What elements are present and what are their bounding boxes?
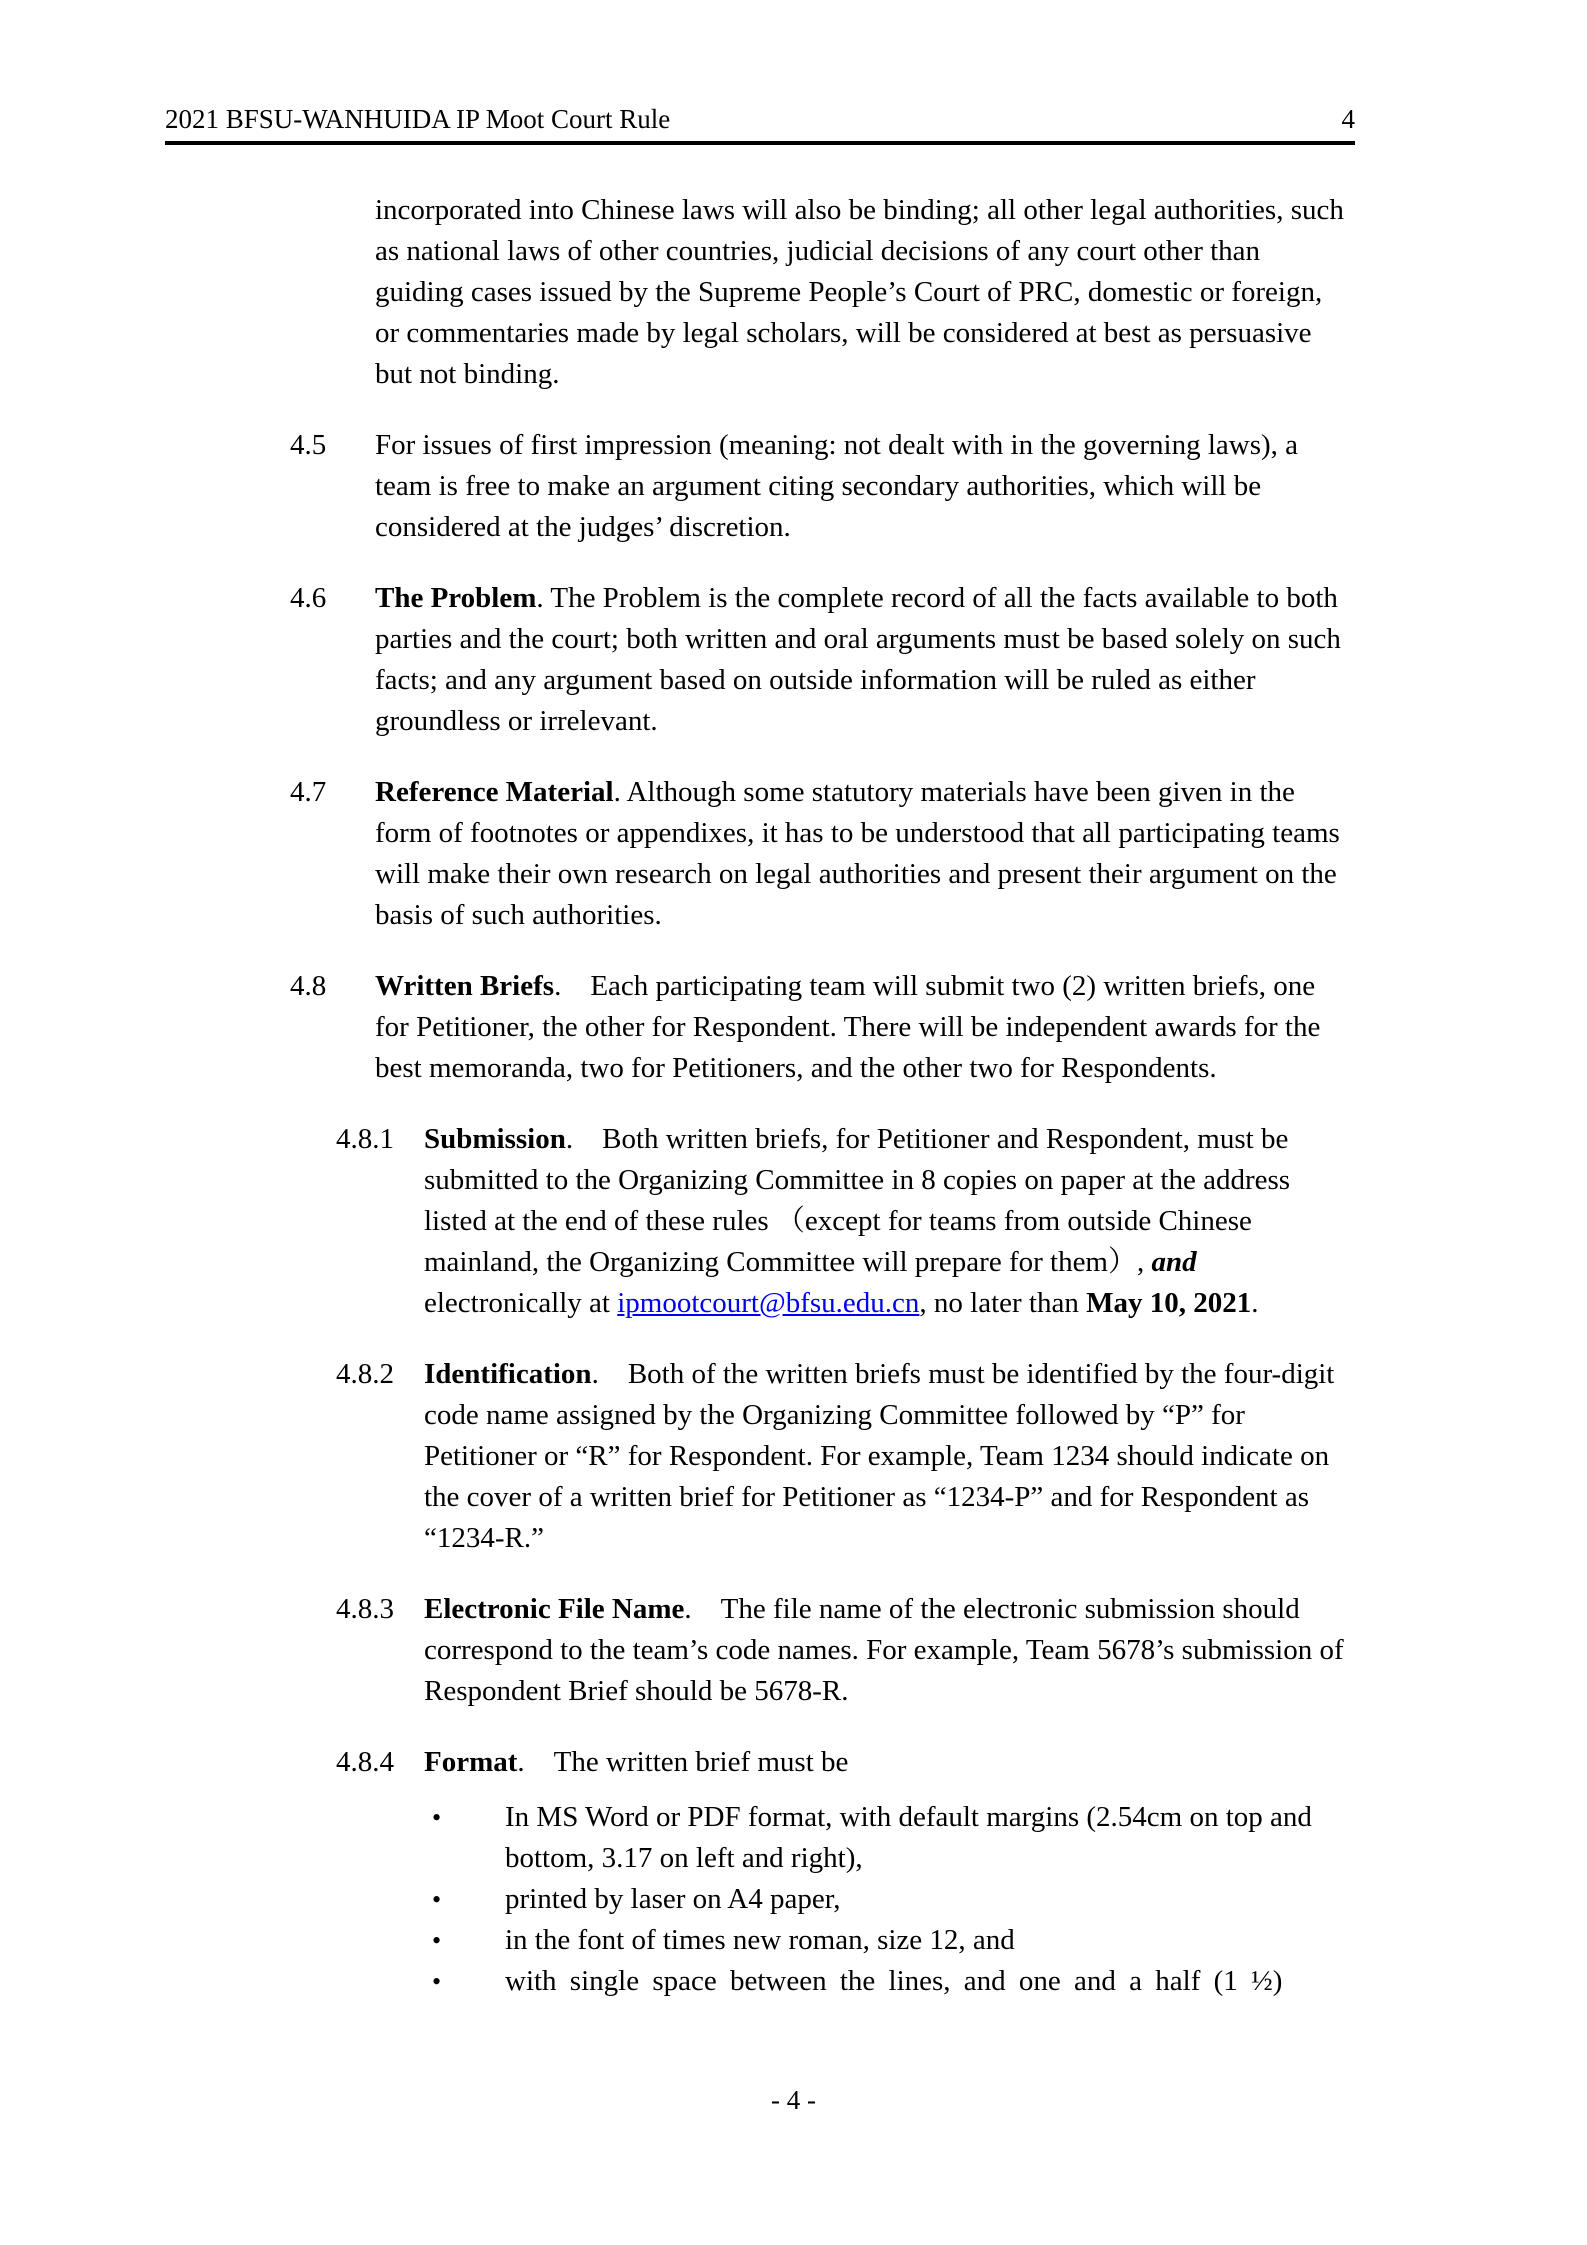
emphasis-and: and [1151, 1246, 1197, 1278]
header-page-number: 4 [1341, 104, 1355, 134]
subsection-text: . The file name of the electronic submission should correspond to the team’s code names. For example, Team 5678’s submission of Respondent Brief should be 5678-R. [424, 1593, 1344, 1707]
section-body [375, 578, 1350, 742]
bullet-icon: • [432, 1926, 442, 1955]
subsection-4-8-4 [336, 1742, 1350, 1783]
bullet-item [430, 1961, 1350, 2002]
section-4-8 [290, 966, 1350, 1089]
header-title: 2021 BFSU-WANHUIDA IP Moot Court Rule [165, 104, 671, 134]
section-heading: Reference Material [375, 776, 614, 808]
subsection-number: 4.8.1 [336, 1123, 394, 1155]
section-body [375, 966, 1350, 1089]
section-4-6 [290, 578, 1350, 742]
bullet-icon: • [432, 1803, 442, 1832]
bullet-text: In MS Word or PDF format, with default margins (2.54cm on top and bottom, 3.17 on left and right), [505, 1801, 1312, 1874]
subsection-text: . The written brief must be [517, 1746, 849, 1778]
subsection-text: , no later than [919, 1287, 1087, 1319]
section-number: 4.7 [290, 776, 327, 808]
section-number: 4.8 [290, 970, 327, 1002]
subsection-number: 4.8.4 [336, 1746, 394, 1778]
subsection-number: 4.8.3 [336, 1593, 394, 1625]
bullet-text: with single space between the lines, and one and a half (1 ½) [505, 1965, 1283, 1997]
intro-paragraph: incorporated into Chinese laws will also be binding; all other legal authorities, such as national laws of other countries, judicial decisions of any court other than guiding cases issued by the Supreme People’s Court of PRC, domestic or foreign, or commentaries made by legal scholars, will be considered at best as persuasive but not binding. [375, 194, 1344, 390]
subsection-4-8-3 [336, 1589, 1350, 1712]
bullet-item [430, 1879, 1350, 1920]
deadline-date: May 10, 2021 [1086, 1287, 1252, 1319]
subsection-body [424, 1742, 1350, 1783]
bullet-icon: • [432, 1967, 442, 1996]
section-heading: Written Briefs [375, 970, 555, 1002]
subsection-heading: Submission [424, 1123, 566, 1155]
section-body [375, 425, 1350, 548]
section-text: . Each participating team will submit two (2) written briefs, one for Petitioner, the other for Respondent. There will be independent awards for the best memoranda, two for Petitioners, and the other two for Respondents. [375, 970, 1321, 1084]
section-text: . The Problem is the complete record of all the facts available to both parties and the court; both written and oral arguments must be based solely on such facts; and any argument based on outside information will be ruled as either groundless or irrelevant. [375, 582, 1341, 737]
bullet-item [430, 1797, 1350, 1879]
subsection-heading: Format [424, 1746, 518, 1778]
subsection-heading: Electronic File Name [424, 1593, 685, 1625]
subsection-body [424, 1589, 1350, 1712]
bullet-text: printed by laser on A4 paper, [505, 1883, 841, 1915]
subsection-text: electronically at [424, 1287, 618, 1319]
subsection-body [424, 1354, 1350, 1559]
page-footer [0, 2080, 1587, 2121]
section-4-5 [290, 425, 1350, 548]
email-link[interactable]: ipmootcourt@bfsu.edu.cn [617, 1287, 920, 1319]
subsection-4-8-1 [336, 1119, 1350, 1324]
bullet-text: in the font of times new roman, size 12, and [505, 1924, 1015, 1956]
subsection-heading: Identification [424, 1358, 592, 1390]
section-text: For issues of first impression (meaning: not dealt with in the governing laws), a team is free to make an argument citing secondary authorities, which will be considered at the judges’ discretion. [375, 429, 1299, 543]
section-number: 4.5 [290, 429, 327, 461]
subsection-text: . Both written briefs, for Petitioner and Respondent, must be submitted to the Organizing Committee in 8 copies on paper at the address listed at the end of these rules （except for teams from outside Chinese mainland, the Organizing Committee will prepare for them）, [424, 1123, 1291, 1278]
subsection-text: . [1251, 1287, 1259, 1319]
section-text: . Although some statutory materials have been given in the form of footnotes or appendixes, it has to be understood that all participating teams will make their own research on legal authorities and present their argument on the basis of such authorities. [375, 776, 1340, 931]
section-body [375, 772, 1350, 936]
page-header [165, 104, 1355, 145]
subsection-text: . Both of the written briefs must be identified by the four-digit code name assigned by the Organizing Committee followed by “P” for Petitioner or “R” for Respondent. For example, Team 1234 should indicate on the cover of a written brief for Petitioner as “1234-P” and for Respondent as “1234-R.” [424, 1358, 1335, 1554]
bullet-icon: • [432, 1885, 442, 1914]
subsection-body [424, 1119, 1350, 1324]
section-4-7 [290, 772, 1350, 936]
footer-page-number: - 4 - [771, 2085, 816, 2115]
subsection-4-8-2 [336, 1354, 1350, 1559]
section-heading: The Problem [375, 582, 537, 614]
subsection-number: 4.8.2 [336, 1358, 394, 1390]
section-number: 4.6 [290, 582, 327, 614]
format-bullet-list [430, 1797, 1350, 2002]
page-content [290, 190, 1350, 2002]
bullet-item [430, 1920, 1350, 1961]
